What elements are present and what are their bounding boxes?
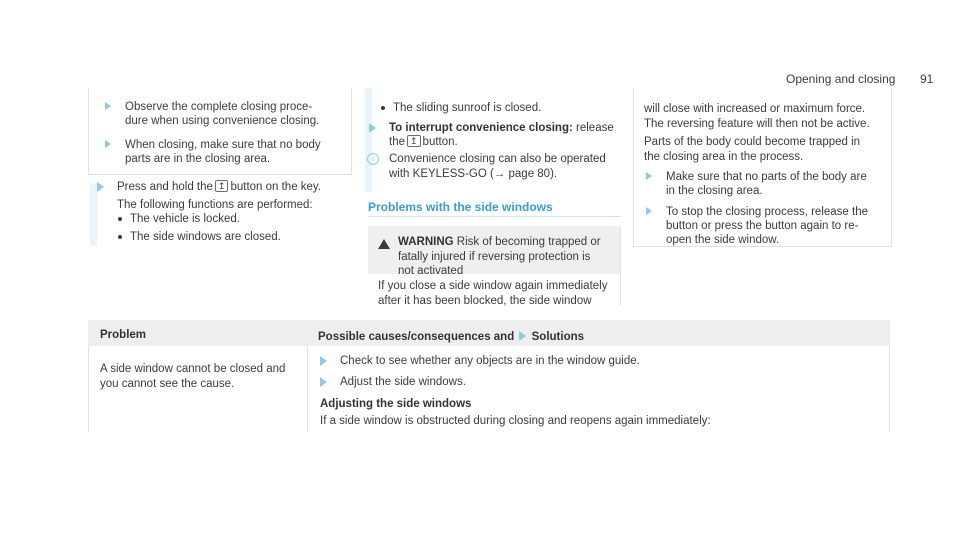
column-header-causes: Possible causes/consequences and Solutions: [318, 331, 585, 343]
accent-bar: [365, 88, 372, 192]
step-triangle-icon: [320, 356, 327, 366]
table-col-divider: [307, 346, 308, 432]
warning-continued: will close with increased or maximum force. The reversing feature will then not be active. Parts of the body could become trapped in the closing area in the process.: [644, 103, 870, 163]
step-text: parts are in the closing area.: [125, 153, 271, 165]
step-text: Check to see whether any objects are in the window guide.: [340, 355, 640, 367]
key-icon: ↥: [215, 180, 229, 192]
warning-icon: [378, 239, 390, 249]
accent-bar: [90, 183, 97, 246]
warning-continued-box: [633, 88, 892, 247]
problem-cell: A side window cannot be closed and you cannot see the cause.: [100, 363, 286, 390]
section-title: Opening and closing: [786, 72, 896, 86]
section-heading: Problems with the side windows: [368, 200, 553, 214]
step-text: To interrupt convenience closing: release: [389, 122, 614, 134]
page-number: 91: [920, 72, 934, 86]
step-triangle-icon: [369, 123, 376, 133]
key-icon: ↥: [407, 135, 421, 147]
warning-text: WARNING Risk of becoming trapped or fatally injured if reversing protection is not activated: [398, 236, 601, 277]
step-text: the ↥ button.: [389, 136, 458, 148]
warning-box: [368, 226, 621, 306]
step-text: Make sure that no parts of the body are: [666, 171, 867, 183]
solution-triangle-icon: [519, 331, 526, 341]
table-left-border: [88, 346, 89, 432]
step-triangle-icon: [97, 182, 104, 192]
step-text: in the closing area.: [666, 185, 763, 197]
step-text: Adjust the side windows.: [340, 376, 466, 388]
step-text: To stop the closing process, release the: [666, 206, 869, 218]
step-triangle-icon: [320, 377, 327, 387]
info-icon: i: [367, 153, 379, 165]
step-text: When closing, make sure that no body: [125, 139, 321, 151]
adjusting-text: If a side window is obstructed during closing and reopens again immediately:: [320, 415, 711, 427]
step-triangle-icon: [646, 172, 652, 180]
warning-body: If you close a side window again immediately after it has been blocked, the side window: [378, 280, 608, 307]
table-right-border: [889, 346, 890, 432]
step-triangle-icon: [646, 207, 652, 215]
info-text: Convenience closing can also be operated with KEYLESS-GO (→ page 80).: [389, 153, 606, 180]
step-text: dure when using convenience closing.: [125, 115, 320, 127]
step-text: Press and hold the ↥ button on the key.: [117, 181, 322, 193]
step-text: open the side window.: [666, 234, 780, 246]
step-triangle-icon: [105, 140, 111, 148]
step-text: Observe the complete closing proce-: [125, 101, 313, 113]
problem-table: [88, 320, 890, 432]
functions-intro: The following functions are performed:: [117, 199, 313, 211]
closing-tips-box: [88, 88, 352, 175]
adjusting-title: Adjusting the side windows: [320, 398, 472, 410]
column-header-problem: Problem: [100, 329, 147, 341]
step-triangle-icon: [105, 102, 111, 110]
section-rule: [368, 216, 621, 217]
step-text: button or press the button again to re-: [666, 220, 859, 232]
